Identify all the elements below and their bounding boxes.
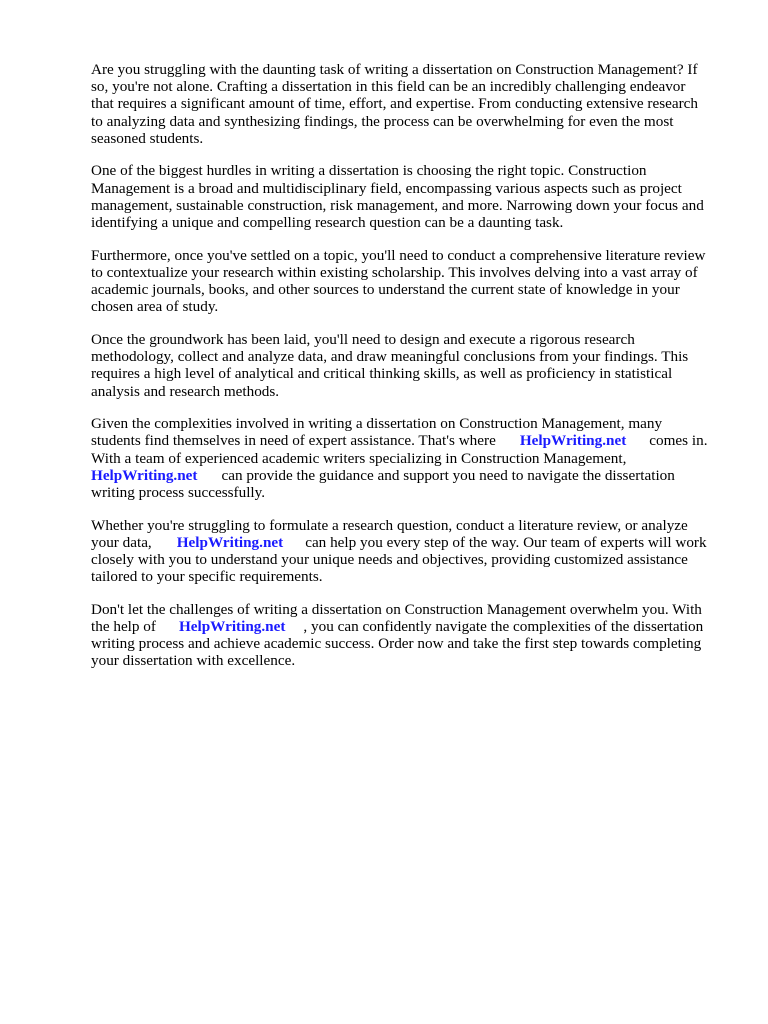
text-segment: comes in.: [649, 432, 708, 450]
text-segment: can help you every step of the way. Our team of experts will work: [305, 533, 707, 551]
text-line: [91, 432, 731, 449]
text-line: seasoned students.: [91, 129, 204, 147]
text-line: [91, 467, 731, 484]
text-line: One of the biggest hurdles in writing a dissertation is choosing the right topic. Construction: [91, 162, 647, 180]
text-line: [91, 534, 731, 551]
text-line: management, sustainable construction, risk management, and more. Narrowing down your focus and: [91, 196, 704, 214]
text-line: tailored to your specific requirements.: [91, 568, 323, 586]
text-segment: students find themselves in need of expert assistance. That's where: [91, 432, 496, 450]
text-line: your dissertation with excellence.: [91, 652, 296, 670]
text-line: writing process successfully.: [91, 483, 266, 501]
text-line: writing process and achieve academic success. Order now and take the first step towards completing: [91, 635, 702, 653]
text-segment: your data,: [91, 533, 152, 551]
text-line: closely with you to understand your unique needs and objectives, providing customized assistance: [91, 551, 688, 568]
text-line: Once the groundwork has been laid, you'll need to design and execute a rigorous research: [91, 330, 635, 348]
text-line: to contextualize your research within existing scholarship. This involves delving into a vast array of: [91, 263, 698, 281]
text-line: academic journals, books, and other sources to understand the current state of knowledge in your: [91, 281, 680, 299]
text-line: Are you struggling with the daunting task of writing a dissertation on Construction Management? If: [91, 61, 698, 78]
paragraph-assistance: [91, 415, 731, 501]
text-segment: can provide the guidance and support you need to navigate the dissertation: [221, 466, 675, 484]
text-line: Management is a broad and multidisciplinary field, encompassing various aspects such as project: [91, 179, 682, 197]
paragraph-closing: [91, 601, 731, 670]
helpwriting-link[interactable]: HelpWriting.net: [178, 618, 286, 636]
paragraph-methodology: [91, 331, 731, 400]
document-body: [91, 61, 731, 685]
text-line: Don't let the challenges of writing a dissertation on Construction Management overwhelm you. With: [91, 600, 702, 618]
text-line: requires a high level of analytical and critical thinking skills, as well as proficiency in statistical: [91, 365, 673, 383]
helpwriting-link[interactable]: HelpWriting.net: [91, 466, 198, 484]
paragraph-topic: [91, 162, 731, 231]
text-line: chosen area of study.: [91, 298, 219, 316]
paragraph-intro: [91, 61, 731, 147]
text-line: that requires a significant amount of time, effort, and expertise. From conducting extensive research: [91, 95, 699, 113]
text-segment: , you can confidently navigate the complexities of the dissertation: [303, 618, 704, 636]
text-line: so, you're not alone. Crafting a dissertation in this field can be an incredibly challenging endeavor: [91, 78, 686, 96]
helpwriting-link[interactable]: HelpWriting.net: [519, 432, 627, 450]
helpwriting-link[interactable]: HelpWriting.net: [176, 533, 284, 551]
text-line: Furthermore, once you've settled on a topic, you'll need to conduct a comprehensive literature review: [91, 246, 706, 264]
paragraph-literature: [91, 247, 731, 316]
text-line: analysis and research methods.: [91, 382, 280, 400]
text-line: With a team of experienced academic writers specializing in Construction Management,: [91, 449, 627, 467]
text-line: Given the complexities involved in writing a dissertation on Construction Management, many: [91, 415, 663, 433]
text-segment: the help of: [91, 618, 156, 636]
text-line: [91, 618, 731, 635]
text-line: methodology, collect and analyze data, and draw meaningful conclusions from your findings. This: [91, 348, 689, 366]
text-line: to analyzing data and synthesizing findings, the process can be overwhelming for even the most: [91, 112, 674, 130]
text-line: Whether you're struggling to formulate a research question, conduct a literature review, or analyze: [91, 516, 688, 534]
text-line: identifying a unique and compelling research question can be a daunting task.: [91, 214, 564, 231]
paragraph-support: [91, 517, 731, 586]
